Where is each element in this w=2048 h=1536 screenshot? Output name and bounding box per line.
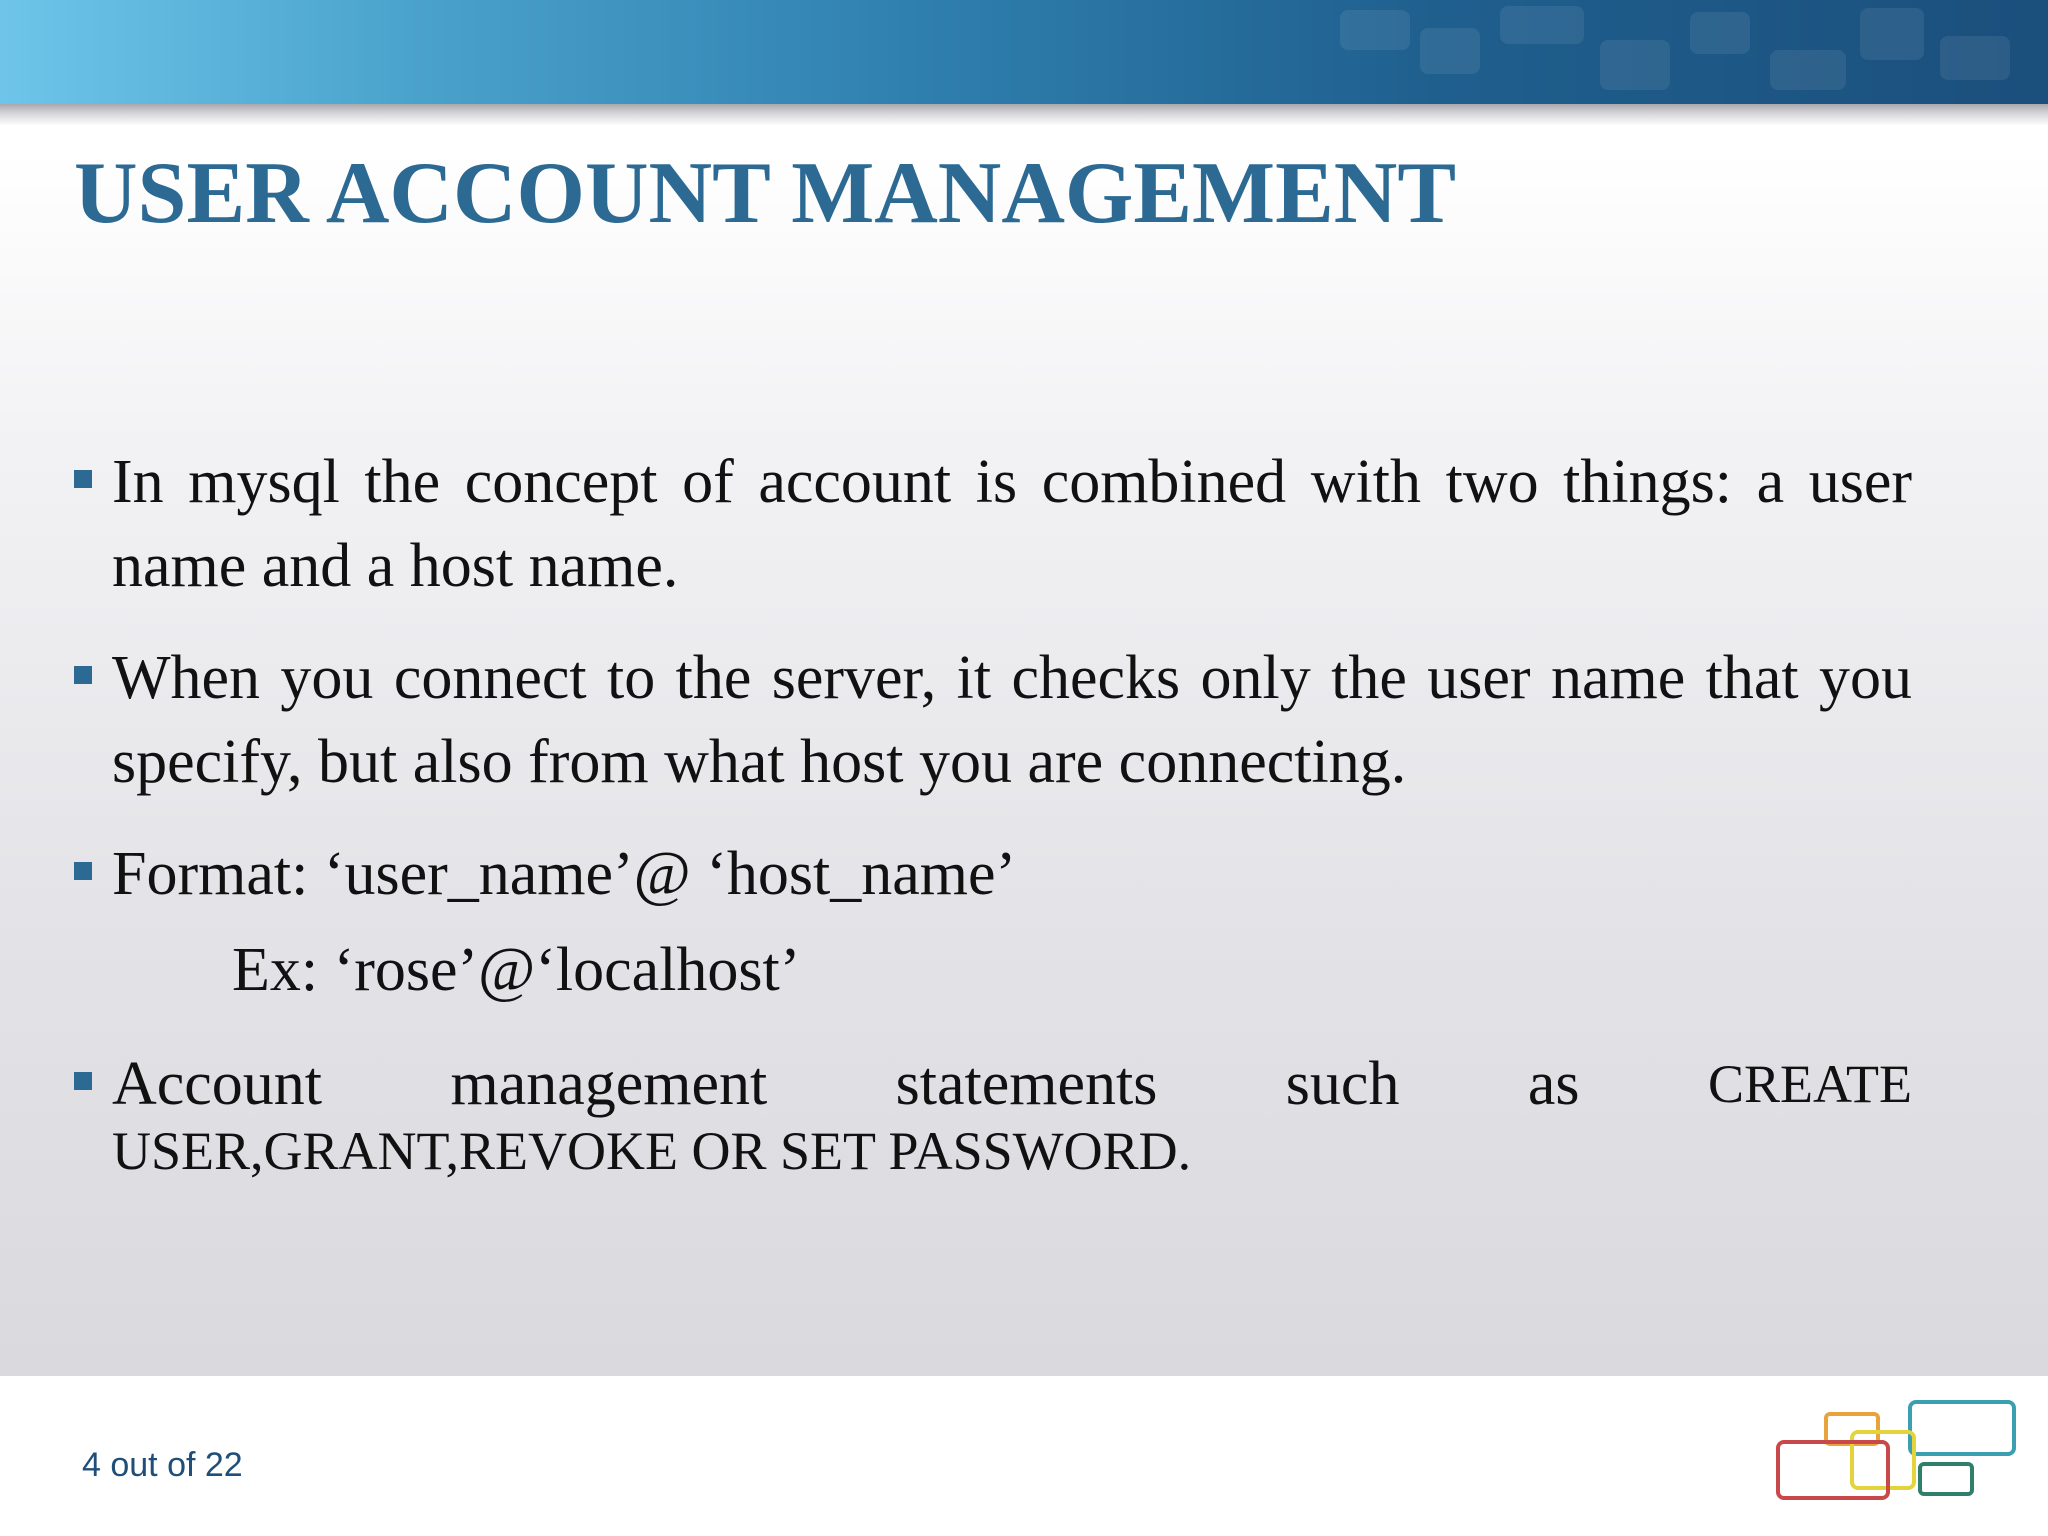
bullet-text: Format: ‘user_name’@ ‘host_name’ (112, 840, 1017, 908)
square-bullet-icon (74, 470, 92, 488)
bullet-text: In mysql the concept of account is combined with two things: a user name and a host name. (112, 448, 1912, 600)
slide-title: USER ACCOUNT MANAGEMENT (74, 145, 1457, 242)
bullet-word: as (1527, 1050, 1580, 1118)
example-line: Ex: ‘rose’@‘localhost’ (232, 936, 801, 1004)
square-bullet-icon (74, 666, 92, 684)
logo-rect-green (1920, 1464, 1972, 1494)
top-banner (0, 0, 2048, 104)
bullet-word: Account (112, 1050, 323, 1118)
overlapping-rectangles-logo (1772, 1398, 2022, 1506)
banner-shadow (0, 104, 2048, 126)
bullet-word: CREATE (1707, 1054, 1912, 1114)
bullet-word: management (450, 1050, 768, 1118)
bullet-item (74, 440, 1912, 608)
bullet-item (74, 1042, 1912, 1184)
square-bullet-icon (74, 1072, 92, 1090)
bullet-item (74, 832, 1912, 916)
logo-rect-teal (1910, 1402, 2014, 1454)
bullet-word: such (1285, 1050, 1400, 1118)
bullet-text: USER,GRANT,REVOKE OR SET PASSWORD. (112, 1121, 1192, 1181)
bullet-line-justified (112, 1042, 1912, 1126)
square-bullet-icon (74, 862, 92, 880)
bullet-list (74, 440, 1912, 1212)
bullet-word: statements (895, 1050, 1158, 1118)
footer (0, 1376, 2048, 1536)
bullet-text: When you connect to the server, it checks only the user name that you specify, but also from what host you are connecting. (112, 644, 1912, 796)
page-number: 4 out of 22 (82, 1446, 243, 1484)
bullet-item (74, 636, 1912, 804)
